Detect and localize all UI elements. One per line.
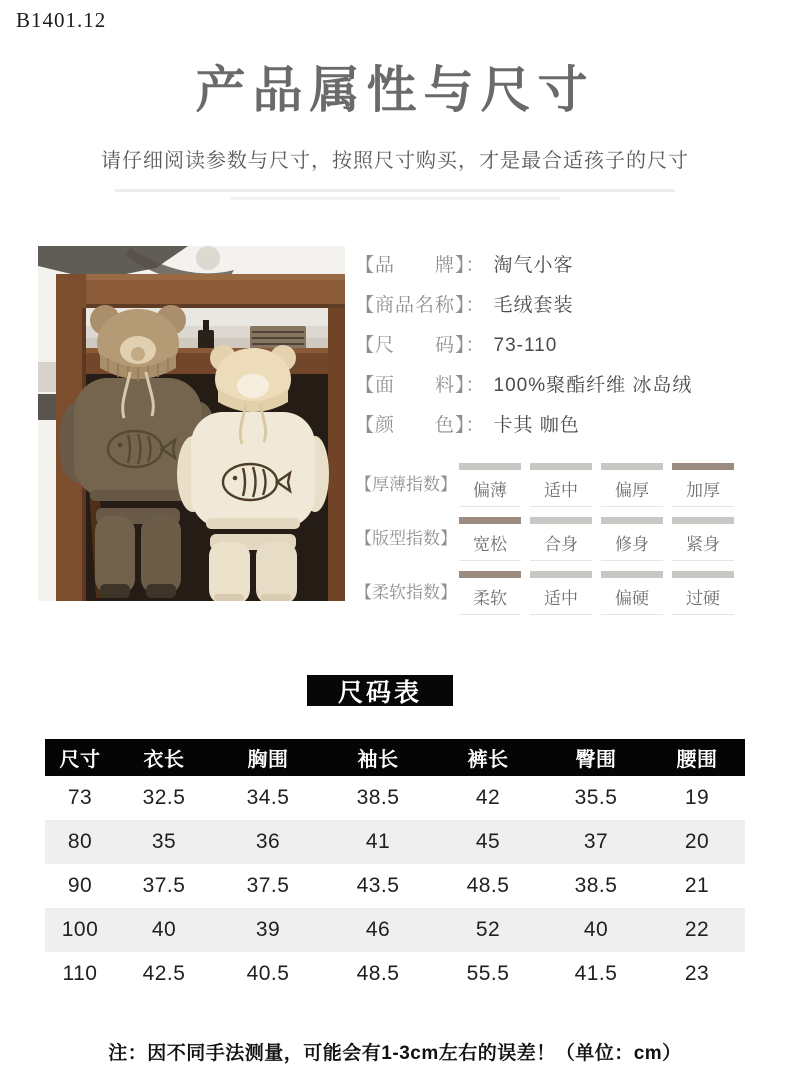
decorative-line (115, 189, 675, 192)
table-cell: 100 (61, 918, 99, 941)
table-header-cell: 袖长 (357, 749, 399, 771)
table-cell: 21 (684, 874, 710, 897)
table-header-cell: 尺寸 (59, 749, 101, 771)
index-option (601, 517, 663, 561)
table-cell: 38.5 (574, 874, 618, 897)
attribute-label: 【品 牌】： (355, 255, 486, 276)
index-option (530, 517, 592, 561)
attribute-label: 【颜 色】： (355, 415, 486, 436)
thickness-index-row (355, 463, 750, 507)
index-option-label: 适中 (530, 470, 592, 507)
attribute-label: 【尺 码】： (355, 335, 486, 356)
table-cell: 37.5 (142, 874, 186, 897)
attributes-panel (345, 246, 750, 625)
attribute-row-fabric (355, 370, 750, 397)
index-option (672, 571, 734, 615)
index-option (459, 463, 521, 507)
table-cell: 38.5 (356, 786, 400, 809)
table-header-cell: 腰围 (676, 749, 718, 771)
index-option (459, 571, 521, 615)
measurement-note: 注：因不同手法测量，可能会有1-3cm左右的误差！（单位：cm） (108, 1043, 682, 1064)
size-chart-title: 尺码表 (307, 675, 453, 706)
fit-index-row (355, 517, 750, 561)
index-option-label: 柔软 (459, 578, 521, 615)
index-option-label: 宽松 (459, 524, 521, 561)
table-cell: 110 (62, 962, 98, 985)
index-option-label: 修身 (601, 524, 663, 561)
table-cell: 19 (684, 786, 710, 809)
table-cell: 73 (67, 786, 93, 809)
index-option (601, 571, 663, 615)
table-header-cell: 衣长 (143, 749, 185, 771)
attribute-value: 卡其 咖色 (493, 415, 580, 436)
index-bar (672, 517, 734, 524)
table-cell: 40.5 (246, 962, 290, 985)
index-bar (672, 571, 734, 578)
index-bar (530, 571, 592, 578)
attribute-value: 100%聚酯纤维 冰岛绒 (493, 375, 693, 396)
index-label: 【版型指数】 (355, 528, 457, 548)
softness-index-row (355, 571, 750, 615)
table-cell: 22 (684, 918, 710, 941)
table-cell: 52 (475, 918, 501, 941)
table-cell: 80 (67, 830, 93, 853)
index-bar (601, 463, 663, 470)
product-photo-illustration (38, 246, 345, 601)
size-chart-table (45, 739, 745, 996)
table-cell: 46 (365, 918, 391, 941)
index-option-label: 偏厚 (601, 470, 663, 507)
attribute-row-size (355, 330, 750, 357)
index-option-label: 偏薄 (459, 470, 521, 507)
table-cell: 41 (365, 830, 391, 853)
table-cell: 39 (255, 918, 281, 941)
table-cell: 36 (255, 830, 281, 853)
index-option (530, 463, 592, 507)
index-option-label: 紧身 (672, 524, 734, 561)
table-cell: 45 (475, 830, 501, 853)
index-option-label: 过硬 (672, 578, 734, 615)
table-header-cell: 裤长 (467, 749, 509, 771)
decorative-line (230, 197, 560, 200)
table-cell: 55.5 (466, 962, 510, 985)
table-row-90 (45, 864, 745, 908)
table-cell: 40 (583, 918, 609, 941)
table-cell: 37 (583, 830, 609, 853)
attribute-row-color (355, 410, 750, 437)
index-option-label: 偏硬 (601, 578, 663, 615)
attribute-row-product-name (355, 290, 750, 317)
attribute-row-brand (355, 250, 750, 277)
index-options (459, 571, 734, 615)
index-bar (530, 463, 592, 470)
index-bar (672, 463, 734, 470)
index-option (672, 463, 734, 507)
table-cell: 23 (684, 962, 710, 985)
index-option-label: 合身 (530, 524, 592, 561)
attribute-value: 73-110 (493, 335, 558, 356)
table-cell: 40 (151, 918, 177, 941)
table-cell: 41.5 (574, 962, 618, 985)
product-photo-image (38, 246, 345, 601)
product-code: B1401.12 (16, 8, 107, 32)
attribute-label: 【商品名称】： (355, 295, 486, 316)
index-bar (601, 517, 663, 524)
page-subtitle: 请仔细阅读参数与尺寸，按照尺寸购买，才是最合适孩子的尺寸 (101, 150, 689, 172)
index-scales (355, 463, 750, 615)
product-info-section (38, 246, 750, 625)
table-header-cell: 胸围 (247, 749, 289, 771)
table-cell: 35 (151, 830, 177, 853)
decorative-fine-print (0, 189, 790, 200)
table-cell: 37.5 (246, 874, 290, 897)
table-row-100 (45, 908, 745, 952)
attribute-value: 淘气小客 (493, 255, 574, 276)
index-option (601, 463, 663, 507)
table-header-row (45, 739, 745, 776)
index-options (459, 463, 734, 507)
attribute-label: 【面 料】： (355, 375, 486, 396)
attribute-value: 毛绒套装 (493, 295, 574, 316)
index-bar (459, 463, 521, 470)
table-cell: 48.5 (466, 874, 510, 897)
index-bar (459, 571, 521, 578)
index-label: 【厚薄指数】 (355, 474, 457, 494)
page-title: 产品属性与尺寸 (195, 62, 595, 118)
table-cell: 32.5 (142, 786, 186, 809)
index-bar (530, 517, 592, 524)
index-option (459, 517, 521, 561)
table-cell: 42.5 (142, 962, 186, 985)
index-option-label: 加厚 (672, 470, 734, 507)
table-row-110 (45, 952, 745, 996)
table-row-73 (45, 776, 745, 820)
table-row-80 (45, 820, 745, 864)
table-cell: 48.5 (356, 962, 400, 985)
table-cell: 90 (67, 874, 93, 897)
index-option (672, 517, 734, 561)
index-bar (601, 571, 663, 578)
table-cell: 20 (684, 830, 710, 853)
table-cell: 43.5 (356, 874, 400, 897)
table-cell: 34.5 (246, 786, 290, 809)
table-cell: 35.5 (574, 786, 618, 809)
index-options (459, 517, 734, 561)
index-option-label: 适中 (530, 578, 592, 615)
table-cell: 42 (475, 786, 501, 809)
index-label: 【柔软指数】 (355, 582, 457, 602)
index-bar (459, 517, 521, 524)
index-option (530, 571, 592, 615)
table-header-cell: 臀围 (575, 749, 617, 771)
